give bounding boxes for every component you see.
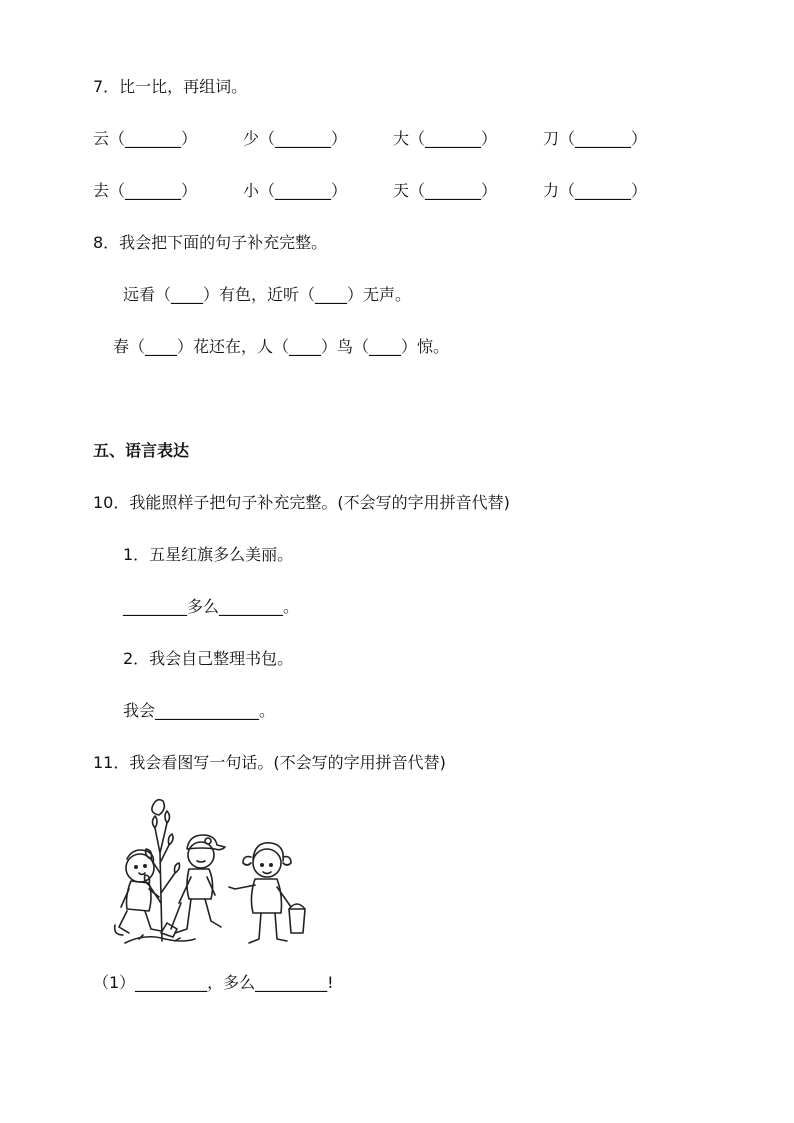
q11-answer-line: （1）_________，多么_________!	[93, 973, 334, 992]
q8-heading: 8．我会把下面的句子补充完整。	[93, 233, 328, 252]
q7-row1-item-1: 云（_______）	[93, 129, 198, 148]
q11-heading: 11．我会看图写一句话。(不会写的字用拼音代替)	[93, 753, 446, 772]
q7-heading: 7．比一比，再组词。	[93, 77, 248, 96]
q7-row1-item-3: 大（_______）	[393, 129, 498, 148]
q10-heading: 10．我能照样子把句子补充完整。(不会写的字用拼音代替)	[93, 493, 510, 512]
q8-line-2: 春（____）花还在，人（____）鸟（____）惊。	[113, 337, 450, 356]
girl-with-bucket-figure	[229, 843, 305, 943]
section-5-heading: 五、语言表达	[93, 441, 190, 460]
q7-row1-item-4: 刀（_______）	[543, 129, 648, 148]
q7-row2-item-2: 小（_______）	[243, 181, 348, 200]
q10-example-1: 1．五星红旗多么美丽。	[123, 545, 294, 564]
q10-blank-2: 我会_____________。	[123, 701, 276, 720]
q7-row2-item-4: 力（_______）	[543, 181, 648, 200]
ground-mound	[125, 935, 195, 943]
q8-line-1: 远看（____）有色，近听（____）无声。	[123, 285, 412, 304]
q7-row1-item-2: 少（_______）	[243, 129, 348, 148]
boy-with-shovel-figure	[161, 835, 225, 937]
tree-planting-illustration	[105, 793, 325, 953]
q7-row2-item-3: 天（_______）	[393, 181, 498, 200]
q10-blank-1: ________多么________。	[123, 597, 300, 616]
q10-example-2: 2．我会自己整理书包。	[123, 649, 294, 668]
q7-row2-item-1: 去（_______）	[93, 181, 198, 200]
